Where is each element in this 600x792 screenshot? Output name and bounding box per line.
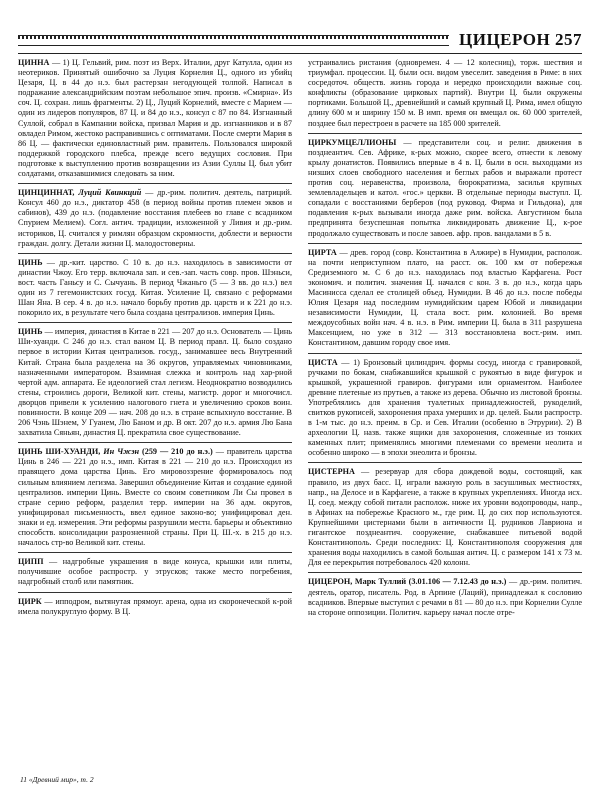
text-columns [18, 58, 582, 770]
entry-paragraph [308, 577, 582, 617]
entry-paragraph [18, 258, 292, 319]
dictionary-entry [18, 258, 292, 319]
entry-headword-dates: Марк Туллий (3.01.106 — 7.12.43 до н.э.) [354, 577, 509, 587]
right-column [308, 58, 582, 770]
page-header [18, 30, 582, 50]
dictionary-entry [18, 597, 292, 617]
entry-text: — резервуар для сбора дождевой воды, состоящий, как правило, из двух басс. Ц. играли важную роль в засушливых местностях, напр., на Делосе и в Карфагене, а также в крупных укреплениях. Иногда исх. Ц. соед. между собой питали располож. ниже их уровни водопроводы, напр., в Афинах на побережье Красного м., где рим. Ц. до сих пор используются. Крупнейшими цистернами были в античности Ц. рудников Лавриона и гигантское позднеантич. сооружение, снабжавшее питьевой водой Константинополь. Среди последних: Ц. Константинополя сооружения для хранения воды находились в самой большая антич. Ц. с размером 141 х 73 м. Для ее перекрытия потребовалось 420 колонн. [308, 467, 582, 568]
entry-text: — империя, династия в Китае в 221 — 207 до н.э. Основатель — Цинь Ши-хуанди. С 246 до н.э. стал ваном Ц. В период правл. Ц. было создано первое в истории Китая централизов. госуд., занимавшее весь Внутренний Китай. Страна была разделена на 36 округов, управляемых чиновниками, назначенными императором. Взаимная слежка и контроль над хар-рной чертой адм. аппарата. Ее идеологией стал легизм. Неоднократно возводились стены, строились дороги, Великой кит. стены, магистр. дорог и многочисл. дворцов привели к усилению налогового гнета и увеличению сроков воин. повинности. В конце 209 — нач. 208 до н.э. в стране вспыхнуло восстание. В 206 Чэнь Шэнем, У Гуанем, Лю Баном и др. В окт. 207 до н.э. армия Лю Бана захватила Сяньян, династия Ц. прекратила свое существование. [18, 327, 292, 438]
entry-paragraph [18, 58, 292, 179]
entry-separator [308, 572, 582, 573]
entry-separator [18, 552, 292, 553]
entry-text: устраивались ристания (одновремен. 4 — 12 колесниц), торж. шествия и триумфал. процессии. Ц. были осн. видом увеселит. заведения в Риме: в них сосредоточ. обществ. жизнь города и нередко происходили важные соц. конфликты (образование цирковых партий). Внутри Ц. были окружены портиками. Большой Ц., древнейший и самый крупный Ц. Рима, имел общую длину 600 м и ширину 150 м. В имп. время он вмещал ок. 60 000 зрителей, позднее был перестроен в расчете на 185 000 зрителей. [308, 58, 582, 128]
entry-headword: ЦИРТА [308, 247, 340, 257]
entry-headword: ЦИНЦИННАТ, [18, 188, 79, 198]
entry-paragraph [18, 557, 292, 587]
dictionary-entry [18, 327, 292, 438]
entry-headword: ЦИРК [18, 596, 45, 606]
entry-headword: ЦИСТЕРНА [308, 467, 361, 477]
header-ornament [18, 35, 449, 47]
entry-separator [18, 442, 292, 443]
entry-separator [308, 133, 582, 134]
entry-headword: ЦИЦЕРОН, [308, 577, 355, 587]
entry-paragraph [308, 58, 582, 129]
entry-headword: ЦИНЬ [18, 327, 45, 337]
entry-text: — 1) Ц. Гельвий, рим. поэт из Верх. Италии, друг Катулла, один из неотериков. Принятый ошибочно за Луция Корнелия Ц., одного из убийц Цезаря, Ц. в 44 до н.э. был растерзан негодующей толпой. Написал в подражание александрийским поэтам небольшое эпич. произв. «Смирна». Из соч. Ц. сохран. лишь фрагменты. 2) Ц., Луций Корнелий, вместе с Марием — один из лидеров популяров, 87 Ц. и 84 до н.э., консул с 87 по 84. Изгнанный Суллой, собрал в Кампании войска, призвал Мария и др. изгнанников и в 87 овладел Римом, жестоко расправившись с оптиматами. После смерти Мария в 86 Ц. — фактически единовластный рим. правитель. Пользовался широкой поддержкой городского плебса, прежде всего ведущих сословия. При подготовке к выступлению против возвращении из Азии Суллы Ц. был убит солдатами, отказавшимися следовать за ним. [18, 58, 292, 179]
entry-headword: ЦИПП [18, 557, 50, 567]
entry-headword: ЦИРКУМЦЕЛЛИОНЫ [308, 137, 404, 147]
entry-headword-name: Луций Квинкций [78, 188, 146, 198]
entry-text: — ипподром, вытянутая прямоуг. арена, одна из скоронеческой к-рой имела полукруглую форму. В Ц. [18, 596, 292, 616]
entry-paragraph [308, 248, 582, 349]
dictionary-entry [18, 58, 292, 179]
entry-paragraph [308, 467, 582, 568]
dictionary-entry [308, 467, 582, 568]
entry-text: — 1) Бронзовый цилиндрич. формы сосуд, иногда с гравировкой, ручками по бокам, снабжавшийся крышкой с рукоятью в виде фигурок и крышкой, украшенной гравиров. фигурами или орнаментом. Наиболее древние плетеные из прутьев, а также из дерева. Обычно из листовой бронзы. Употреблялись для хранения туалетных принадлежностей, рукоделий, свитков рукописей, захоронения праха умерших и др. целей. Были распростр. в 1-м тыс. до н.э. преим. в Ср. и Сев. Италии (особенно в Этрурии). 2) В археологии Ц. назв. также ящики для захоронения, сложенные из тонких каменных плит; применялись многими племенами со времени неолита и особенно широко — в эпохи энеолита и бронзы. [308, 357, 582, 458]
entry-paragraph [18, 327, 292, 438]
running-title [459, 30, 582, 50]
entry-text: — др.-рим. политич. деятель, патриций. Консул 460 до н.э., диктатор 458 (в период войны против племен эквов и сабинов), 439 до н.э. (подавление восстания плебеев во главе с всадником Спурием Мелием). Согл. антич. традиции, изложенной у Ливия и др.-рим. историков, Ц. считался у римлян образцом скромности, доблести и верности граждан. долгу. Детали жизни Ц. малодостоверны. [18, 188, 292, 248]
left-column [18, 58, 292, 770]
entry-paragraph [18, 188, 292, 249]
dictionary-entry [308, 358, 582, 459]
entry-separator [308, 462, 582, 463]
entry-headword: ЦИНЬ [18, 257, 47, 267]
running-title-word: ЦИЦЕРОН [459, 30, 551, 49]
dictionary-entry [308, 138, 582, 239]
entry-separator [18, 322, 292, 323]
page-footer: 11 «Древний мир», т. 2 [20, 775, 94, 784]
entry-paragraph [308, 138, 582, 239]
entry-separator [18, 592, 292, 593]
entry-separator [18, 253, 292, 254]
entry-text: — древ. город (совр. Константина в Алжире) в Нумидии, располож. на почти неприступном плато, на расст. ок. 100 км от побережья Средиземного м. С 6 до н.э. находилась под властью Карфагена. Рост экономич. и политич. значения Ц. начался с кон. 3 в. до н.э., когда царь Масинисса сделал ее столицей объед. Нумидии. В 46 до н.э. после победы Юлия Цезаря над последним нумидийским царем Юбой и ликвидации независимости Нумидии, Ц. стала вост. рим. колонией. Во время междоусобных войн нач. 4 в. н.э. в Рим. империи Ц. была в 311 разрушена Максенцием, но уже в 312 — 313 восстановлена вост.-рим. имп. Константином, давшим городу свое имя. [308, 247, 582, 348]
entry-headword: ЦИСТА [308, 357, 342, 367]
entry-text: — правитель царства Цинь в 246 — 221 до н.э., имп. Китая в 221 — 210 до н.э. Происходил из правящего дома царства Цинь. Его мировоззрение формировалось под сильным влиянием легизма. Завершил объединение Китая и создание единой централизов. империи Цинь. Вместе со своим советником Ли Сы провел в стране серию реформ, разделил терр. империи на 36 адм. округов, унифицировал письменность, ввел единое законо-во; унифицировал ден. знаки и ед. измерения. Эти реформы разрушили местн. барьеры и объективно способств. консолидации разрозненной страны. При Ц. Ш.-х. в 215 до н.э. началось стр-во Великой кит. стены. [18, 447, 292, 548]
entry-paragraph [18, 447, 292, 548]
entry-headword-dates: (259 — 210 до н.э.) [142, 447, 216, 457]
dictionary-entry [18, 557, 292, 587]
entry-headword: ЦИННА [18, 58, 52, 67]
entry-text: — представители соц. и религ. движения в позднеантич. Сев. Африке, к-рых можно, скорее всего, отнести к левому крылу донатистов. Появились впервые в 4 в. Ц. были в осн. выходцами из низших слоев свободного населения и беглых рабов и выражали протест против соц. неравенства, произвола, бюрократизма, засилья крупных землевладельцев и катол. «гос.» церкви. В отдельные периоды выступл. Ц. сопадали с восстаниями берберов (под руковод. Фирма и Гильдона), для подавления к-рых вызывали иногда даже рим. войска. Августином была предпринята безуспешная попытка ликвидировать движение Ц., к-рое продолжало существовать и после завоев. афр. пров. вандалами в 5 в. [308, 137, 582, 238]
entry-paragraph [18, 597, 292, 617]
entry-paragraph [308, 358, 582, 459]
entry-headword: ЦИНЬ ШИ-ХУАНДИ, [18, 447, 104, 457]
dictionary-entry [308, 58, 582, 129]
entry-separator [18, 183, 292, 184]
page-number: 257 [555, 30, 582, 49]
dictionary-entry [18, 447, 292, 548]
entry-separator [308, 353, 582, 354]
dictionary-entry [308, 577, 582, 617]
entry-text: — надгробные украшения в виде конуса, крышки или плиты, получившие особое распростр. у этрусков; также место погребения, надгробный столб или памятник. [18, 557, 292, 587]
dictionary-entry [18, 188, 292, 249]
entry-text: — др.-рим. политич. деятель, оратор, писатель. Род. в Арпине (Лаций), принадлежал к сословию всадников. Впервые выступил с речами в 81 — 80 до н.э. при Корнелии Сулле на стороне оппозиции. Политич. карьеру начал после отре- [308, 577, 582, 617]
entry-separator [308, 243, 582, 244]
header-rule [18, 53, 582, 54]
entry-text: — др.-кит. царство. С 10 в. до н.э. находилось в зависимости от династии Чжоу. Его терр. включала зап. и сев.-зап. часть совр. пров. Шэньси, вост. часть Ганьсу и С. Сычуань. В период Чжаньго (5 — 3 вв. до н.э.) вел один из 7 гегемонистских госуд. Китая. Усиление Ц. связано с реформами Шан Яна. В сер. 4 в. до н.э. начало борьбу против др. царств и к 221 до н.э. покорило их, в результате чего была создана централизов. империя Цинь. [18, 257, 292, 318]
dictionary-entry [308, 248, 582, 349]
entry-headword-name: Ин Чжэн [103, 447, 143, 457]
